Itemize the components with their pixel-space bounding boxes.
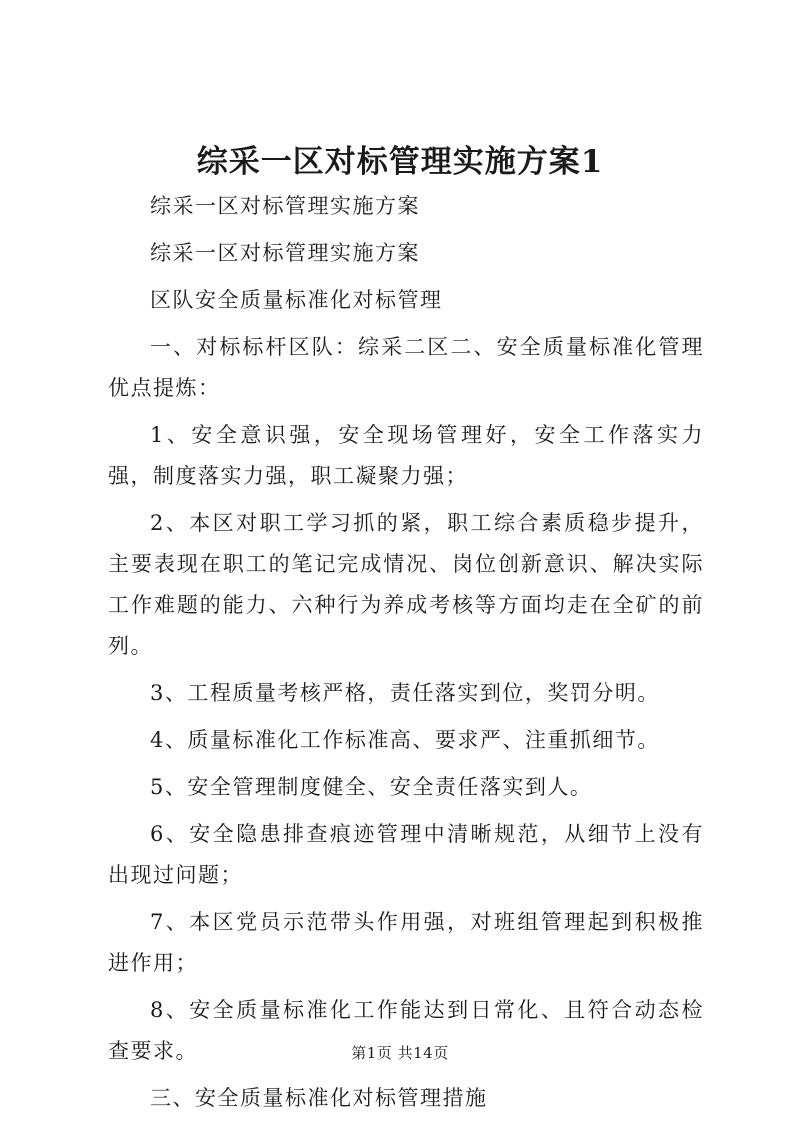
page-number-label: 第1页 共14页 bbox=[351, 1044, 449, 1062]
paragraph: 7、本区党员示范带头作用强，对班组管理起到积极推进作用； bbox=[108, 910, 704, 975]
paragraph: 三、安全质量标准化对标管理措施 bbox=[150, 1086, 488, 1110]
paragraph: 区队安全质量标准化对标管理 bbox=[150, 288, 443, 312]
paragraph: 综采一区对标管理实施方案 bbox=[150, 194, 420, 218]
paragraph: 6、安全隐患排查痕迹管理中清晰规范，从细节上没有出现过问题； bbox=[108, 822, 704, 887]
page-footer bbox=[0, 1042, 800, 1063]
paragraph: 5、安全管理制度健全、安全责任落实到人。 bbox=[150, 775, 593, 799]
paragraph: 2、本区对职工学习抓的紧，职工综合素质稳步提升，主要表现在职工的笔记完成情况、岗位创新意识、解决实际工作难题的能力、六种行为养成考核等方面均走在全矿的前列。 bbox=[108, 511, 704, 658]
paragraph: 3、工程质量考核严格，责任落实到位，奖罚分明。 bbox=[150, 681, 660, 705]
paragraph: 4、质量标准化工作标准高、要求严、注重抓细节。 bbox=[150, 728, 660, 752]
paragraph: 1、安全意识强，安全现场管理好，安全工作落实力强，制度落实力强，职工凝聚力强； bbox=[108, 423, 704, 488]
paragraph: 8、安全质量标准化工作能达到日常化、且符合动态检查要求。 bbox=[108, 998, 704, 1063]
paragraph: 一、对标标杆区队：综采二区二、安全质量标准化管理优点提炼： bbox=[108, 335, 704, 400]
paragraph: 综采一区对标管理实施方案 bbox=[150, 241, 420, 265]
document-title: 综采一区对标管理实施方案1 bbox=[196, 144, 604, 180]
document-body bbox=[108, 186, 704, 1125]
